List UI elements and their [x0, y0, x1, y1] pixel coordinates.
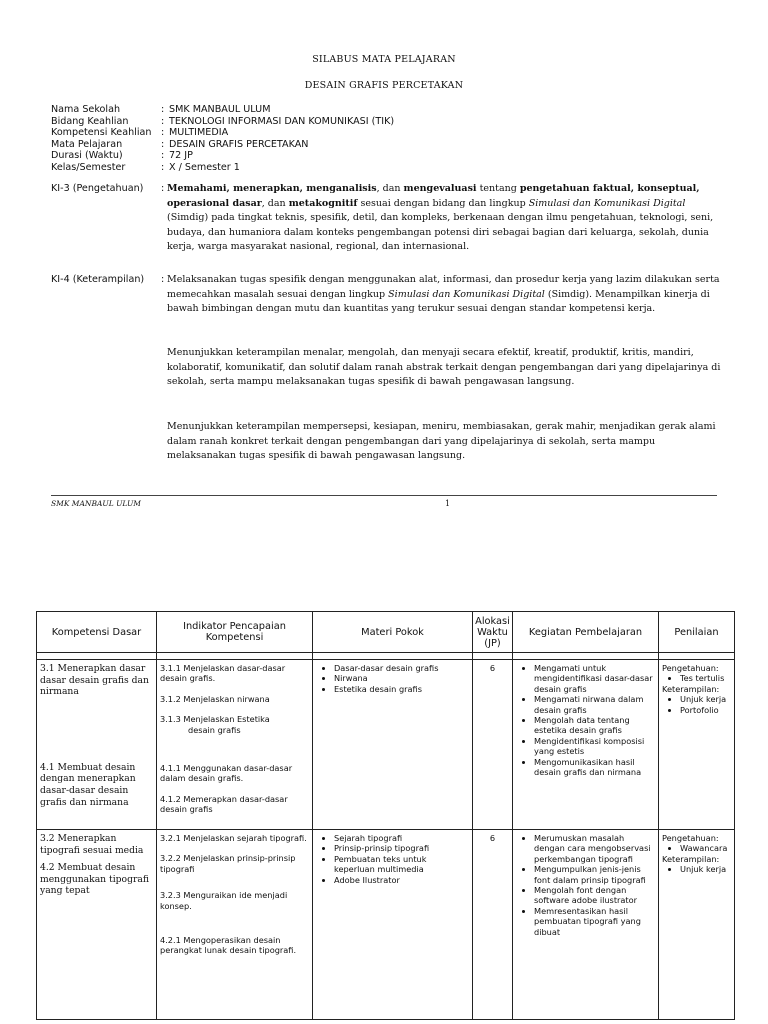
penilaian-cell: Pengetahuan: • Wawancara Keterampilan: • Unjuk kerja [659, 830, 735, 1020]
penilaian-cell: Pengetahuan: • Tes tertulis Keterampilan: • Unjuk kerja • Portofolio [659, 660, 735, 830]
info-row: Mata Pelajaran : DESAIN GRAFIS PERCETAKAN [51, 138, 309, 150]
info-row: Bidang Keahlian : TEKNOLOGI INFORMASI DAN KOMUNIKASI (TIK) [51, 115, 395, 127]
indikator-cell: 3.1.1 Menjelaskan dasar-dasar desain grafis. 3.1.2 Menjelaskan nirwana 3.1.3 Menjelaskan Estetika desain grafis 4.1.1 Menggunakan dasar-dasar dalam desain grafis. 4.1.2 Memerapkan dasar-dasar desain grafis [157, 660, 313, 830]
syllabus-page: SILABUS MATA PELAJARAN DESAIN GRAFIS PERCETAKAN Nama Sekolah : SMK MANBAUL ULUM Bidang Keahlian : TEKNOLOGI INFORMASI DAN KOMUNIKASI (TIK) Kompetensi Keahlian : MULTIMEDIA Mata Pelajaran : DESAIN GRAFIS PERCETAKAN Durasi (Waktu) : 72 JP Kelas/Semester : X / Semester 1 KI-3 (Pengetahuan) : Memahami, menerapkan, menganalisis, dan mengevaluasi tentang pengetahuan faktual, konseptual, operasional dasar, dan metakognitif sesuai dengan bidang dan lingkup Simulasi dan Komunikasi Digital (Simdig) pada tingkat teknis, spesifik, detil, dan kompleks, berkenaan dengan ilmu pengetahuan, teknologi, seni, budaya, dan humaniora dalam konteks pengembangan potensi diri sebagai bagian dari keluarga, sekolah, dunia kerja, warga masyarakat nasional, regional, dan internasional. KI-4 (Keterampilan) : Melaksanakan tugas spesifik dengan menggunakan alat, informasi, dan prosedur kerja yang lazim dilakukan serta memecahkan masalah sesuai dengan lingkup Simulasi dan Komunikasi Digital (Simdig). Menampilkan kinerja di bawah bimbingan dengan mutu dan kuantitas yang terukur sesuai dengan standar kompetensi kerja. Menunjukkan keterampilan menalar, mengolah, dan menyaji secara efektif, kreatif, produktif, kritis, mandiri, kolaboratif, komunikatif, dan solutif dalam ranah abstrak terkait dengan pengembangan dari yang dipelajarinya di sekolah, serta mampu melaksanakan tugas spesifik di bawah pengawasan langsung. Menunjukkan keterampilan mempersepsi, kesiapan, meniru, membiasakan, gerak mahir, menjadikan gerak alami dalam ranah konkret terkait dengan pengembangan dari yang dipelajarinya di sekolah, serta mampu melaksanakan tugas spesifik di bawah pengawasan langsung. SMK MANBAUL ULUM 1 [0, 0, 768, 520]
table-row [37, 660, 735, 830]
identity-block [51, 104, 721, 174]
table-row [37, 830, 735, 1020]
footer-rule [51, 495, 717, 496]
ki4-paragraph-1: Melaksanakan tugas spesifik dengan menggunakan alat, informasi, dan prosedur kerja yang lazim dilakukan serta memecahkan masalah sesuai dengan lingkup Simulasi dan Komunikasi Digital (Simdig). Menampilkan kinerja di bawah bimbingan dengan mutu dan kuantitas yang terukur sesuai dengan standar kompetensi kerja. [167, 274, 720, 315]
header-penilaian: Penilaian [659, 612, 735, 653]
header-materi: Materi Pokok [313, 612, 473, 653]
indikator-cell: 3.2.1 Menjelaskan sejarah tipografi. 3.2.2 Menjelaskan prinsip-prinsip tipografi 3.2.3 Menguraikan ide menjadi konsep. 4.2.1 Mengoperasikan desain perangkat lunak desain tipografi. [157, 830, 313, 1020]
footer-school: SMK MANBAUL ULUM [51, 499, 141, 508]
kd-cell: 3.2 Menerapkan tipografi sesuai media 4.2 Membuat desain menggunakan tipografi yang tepat [37, 830, 157, 1020]
header-kegiatan: Kegiatan Pembelajaran [513, 612, 659, 653]
info-row: Kompetensi Keahlian : MULTIMEDIA [51, 127, 229, 139]
ki4-paragraph-2: Menunjukkan keterampilan menalar, mengolah, dan menyaji secara efektif, kreatif, produktif, kritis, mandiri, kolaboratif, komunikatif, dan solutif dalam ranah abstrak terkait dengan pengembangan dari yang dipelajarinya di sekolah, serta mampu melaksanakan tugas spesifik di bawah pengawasan langsung. [167, 347, 721, 388]
alokasi-cell: 6 [473, 830, 513, 1020]
syllabus-table [36, 611, 735, 1020]
kegiatan-cell: • Merumuskan masalah dengan cara mengobservasi perkembangan tipografi • Mengumpulkan jenis-jenis font dalam prinsip tipografi • Mengolah font dengan software adobe ilustrator • Memresentasikan hasil pembuatan tipografi yang dibuat [513, 830, 659, 1020]
page-number: 1 [445, 499, 451, 508]
kd-cell: 3.1 Menerapkan dasar dasar desain grafis dan nirmana 4.1 Membuat desain dengan menerapkan dasar-dasar desain grafis dan nirmana [37, 660, 157, 830]
alokasi-cell: 6 [473, 660, 513, 830]
materi-cell: • Dasar-dasar desain grafis • Nirwana • Estetika desain grafis [313, 660, 473, 830]
document-title: SILABUS MATA PELAJARAN [312, 54, 456, 65]
header-indikator: Indikator Pencapaian Kompetensi [157, 612, 313, 653]
header-alokasi: Alokasi Waktu (JP) [473, 612, 513, 653]
info-row: Durasi (Waktu) : 72 JP [51, 150, 193, 162]
materi-cell: • Sejarah tipografi • Prinsip-prinsip tipografi • Pembuatan teks untuk keperluan multimedia • Adobe Ilustrator [313, 830, 473, 1020]
table-header-row [37, 612, 735, 653]
ki3-label: KI-3 (Pengetahuan) [51, 183, 144, 194]
ki4-label: KI-4 (Keterampilan) [51, 274, 145, 285]
header-kompetensi-dasar: Kompetensi Dasar [37, 612, 157, 653]
kegiatan-cell: • Mengamati untuk mengidentifikasi dasar-dasar desain grafis • Mengamati nirwana dalam desain grafis • Mengolah data tentang estetika desain grafis • Mengidentifikasi komposisi yang estetis • Mengomunikasikan hasil desain grafis dan nirmana [513, 660, 659, 830]
info-row: Nama Sekolah : SMK MANBAUL ULUM [51, 104, 271, 115]
ki3-text: Memahami, menerapkan, menganalisis, dan mengevaluasi tentang pengetahuan faktual, konseptual, operasional dasar, dan metakognitif sesuai dengan bidang dan lingkup Simulasi dan Komunikasi Digital (Simdig) pada tingkat teknis, spesifik, detil, dan kompleks, berkenaan dengan ilmu pengetahuan, teknologi, seni, budaya, dan humaniora dalam konteks pengembangan potensi diri sebagai bagian dari keluarga, sekolah, dunia kerja, warga masyarakat nasional, regional, dan internasional. [167, 183, 714, 253]
ki4-paragraph-3: Menunjukkan keterampilan mempersepsi, kesiapan, meniru, membiasakan, gerak mahir, menjadikan gerak alami dalam ranah konkret terkait dengan pengembangan dari yang dipelajarinya di sekolah, serta mampu melaksanakan tugas spesifik di bawah pengawasan langsung. [167, 421, 716, 462]
document-subtitle: DESAIN GRAFIS PERCETAKAN [304, 80, 464, 91]
info-row: Kelas/Semester : X / Semester 1 [51, 161, 240, 173]
